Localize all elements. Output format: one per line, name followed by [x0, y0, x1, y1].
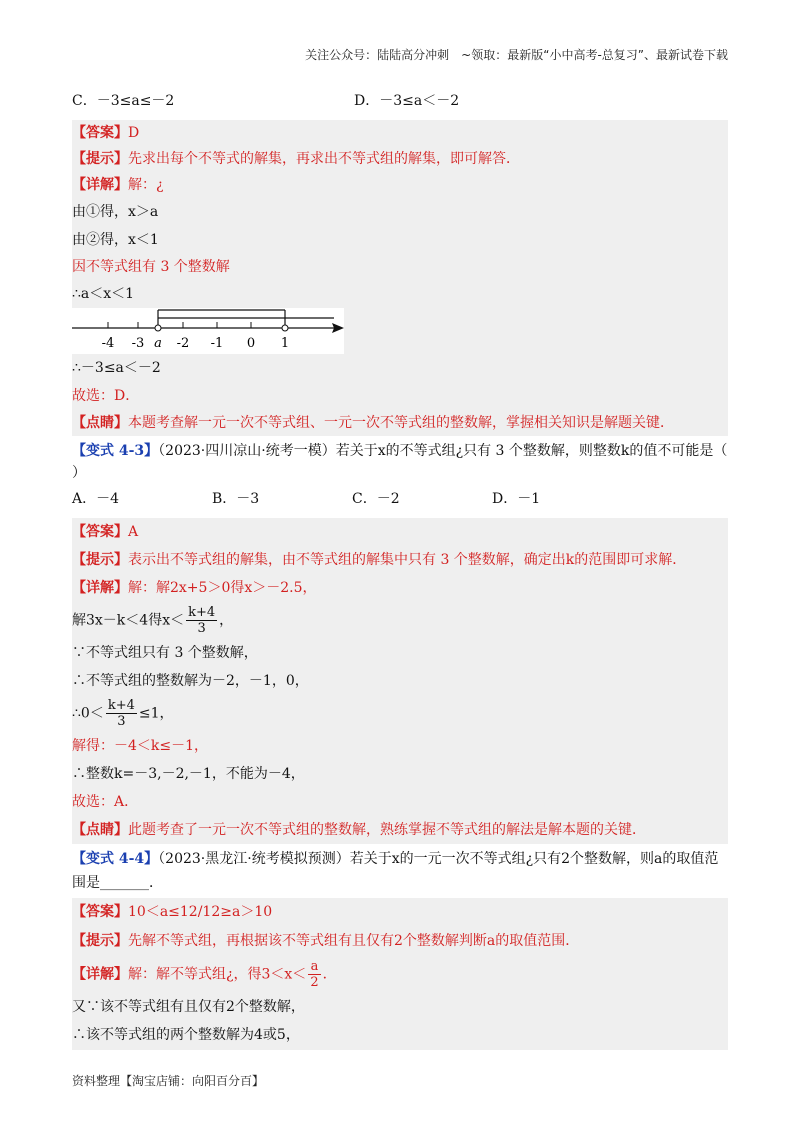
detail-text: ．	[322, 966, 337, 983]
option-d: D．－1	[492, 491, 541, 507]
question-text: （2023·黑龙江·统考模拟预测）若关于x的一元一次不等式组¿只有2个整数解，则a的取值范	[158, 851, 719, 867]
step-line: ∴该不等式组的两个整数解为4或5，	[72, 1027, 300, 1043]
fraction	[308, 959, 320, 990]
number-line-figure	[72, 308, 728, 354]
step-line: ∴不等式组的整数解为－2，－1，0，	[72, 673, 309, 689]
step-text: ，	[219, 612, 234, 629]
point-tag: 【点睛】	[72, 415, 128, 431]
hint-line	[72, 146, 728, 172]
prev-options	[72, 92, 728, 114]
fraction	[106, 698, 137, 729]
fraction-denominator: 3	[117, 714, 126, 729]
step-line: 故选：D．	[72, 388, 140, 404]
answer-value: 10＜a≤12/12≥a＞10	[128, 904, 273, 920]
step-line: 由①得，x＞a	[72, 204, 159, 220]
step-line: ∴－3≤a＜－2	[72, 360, 161, 376]
hint-line	[72, 926, 728, 956]
hint-text: 先求出每个不等式的解集，再求出不等式组的解集，即可解答．	[128, 151, 520, 167]
point-line	[72, 816, 728, 844]
question-label: 【变式 4-3】	[72, 443, 159, 459]
detail-text: 解：解2x+5＞0得x＞－2.5，	[128, 580, 317, 596]
fraction-numerator: k+4	[188, 605, 216, 620]
step-line: 解得：－4＜k≤－1，	[72, 738, 209, 754]
tick-label: -3	[131, 336, 145, 351]
detail-tag: 【详解】	[72, 580, 128, 596]
tick-label: 1	[280, 336, 290, 351]
detail-line	[72, 956, 728, 993]
step-line	[72, 602, 728, 639]
hint-tag: 【提示】	[72, 151, 128, 167]
answer-line	[72, 518, 728, 546]
detail-text: 解：解不等式组¿，得3＜x＜	[128, 966, 307, 983]
point-tag: 【点睛】	[72, 822, 128, 838]
tick-label: -4	[101, 336, 115, 351]
step-line: 又∵该不等式组有且仅有2个整数解，	[72, 999, 305, 1015]
step-line: ∵不等式组只有 3 个整数解，	[72, 645, 258, 661]
page-header: 关注公众号：陆陆高分冲刺 ~领取：最新版“小中高考-总复习”、最新试卷下载	[305, 48, 728, 62]
question-label: 【变式 4-4】	[72, 851, 159, 867]
option-d: D．－3≤a＜－2	[354, 93, 460, 109]
solution-block-1	[72, 120, 728, 436]
detail-tag: 【详解】	[72, 966, 128, 983]
step-text: ∴0＜	[72, 705, 104, 722]
option-a: A．－4	[72, 491, 120, 507]
fraction-numerator: a	[308, 959, 320, 975]
question-text-cont: ）	[72, 465, 86, 481]
point-line	[72, 410, 728, 436]
hint-text: 先解不等式组，再根据该不等式组有且仅有2个整数解判断a的取值范围．	[128, 933, 580, 949]
question-4-3	[72, 436, 728, 462]
hint-line	[72, 546, 728, 574]
step-line: 因不等式组有 3 个整数解	[72, 259, 230, 275]
step-line	[72, 695, 728, 732]
step-text: ≤1，	[138, 705, 174, 722]
step-text: 解3x－k＜4得x＜	[72, 612, 185, 629]
question-text-cont: 围是_______．	[72, 875, 163, 891]
tick-label: 0	[246, 336, 256, 351]
solution-block-2	[72, 518, 728, 844]
option-c: C．－3≤a≤－2	[72, 93, 175, 109]
fraction	[186, 605, 217, 636]
option-c: C．－2	[352, 491, 400, 507]
detail-tag: 【详解】	[72, 177, 128, 193]
point-text: 此题考查了一元一次不等式组的整数解，熟练掌握不等式组的解法是解本题的关键．	[128, 822, 646, 838]
step-line: 由②得，x＜1	[72, 232, 159, 248]
answer-tag: 【答案】	[72, 125, 128, 141]
answer-tag: 【答案】	[72, 524, 128, 540]
tick-label: -1	[210, 336, 224, 351]
answer-line	[72, 120, 728, 146]
detail-line	[72, 574, 728, 602]
page-footer: 资料整理【淘宝店铺：向阳百分百】	[72, 1074, 265, 1088]
step-line: ∴整数k=－3,－2,－1，不能为－4，	[72, 766, 305, 782]
detail-line	[72, 172, 728, 198]
question-4-4	[72, 844, 728, 870]
answer-value: A	[128, 524, 139, 540]
fraction-numerator: k+4	[107, 698, 135, 713]
answer-line	[72, 898, 728, 926]
number-line	[72, 308, 344, 354]
hint-text: 表示出不等式组的解集，由不等式组的解集中只有 3 个整数解，确定出k的范围即可求解．	[128, 552, 687, 568]
step-line: 故选：A．	[72, 794, 139, 810]
tick-label: a	[154, 336, 162, 351]
hint-tag: 【提示】	[72, 933, 128, 949]
answer-tag: 【答案】	[72, 904, 128, 920]
solution-block-3	[72, 898, 728, 1050]
detail-text: 解：¿	[128, 177, 164, 193]
fraction-denominator: 3	[197, 621, 206, 636]
fraction-denominator: 2	[310, 975, 319, 990]
step-line: ∴a＜x＜1	[72, 286, 135, 302]
option-b: B．－3	[212, 491, 260, 507]
question-options	[72, 484, 728, 516]
hint-tag: 【提示】	[72, 552, 128, 568]
question-text: （2023·四川凉山·统考一模）若关于x的不等式组¿只有 3 个整数解，则整数k的值不可能是（	[158, 443, 728, 459]
page-content	[72, 92, 728, 1050]
point-text: 本题考查解一元一次不等式组、一元一次不等式组的整数解，掌握相关知识是解题关键．	[128, 415, 674, 431]
tick-label: -2	[176, 336, 190, 351]
answer-value: D	[128, 125, 140, 141]
